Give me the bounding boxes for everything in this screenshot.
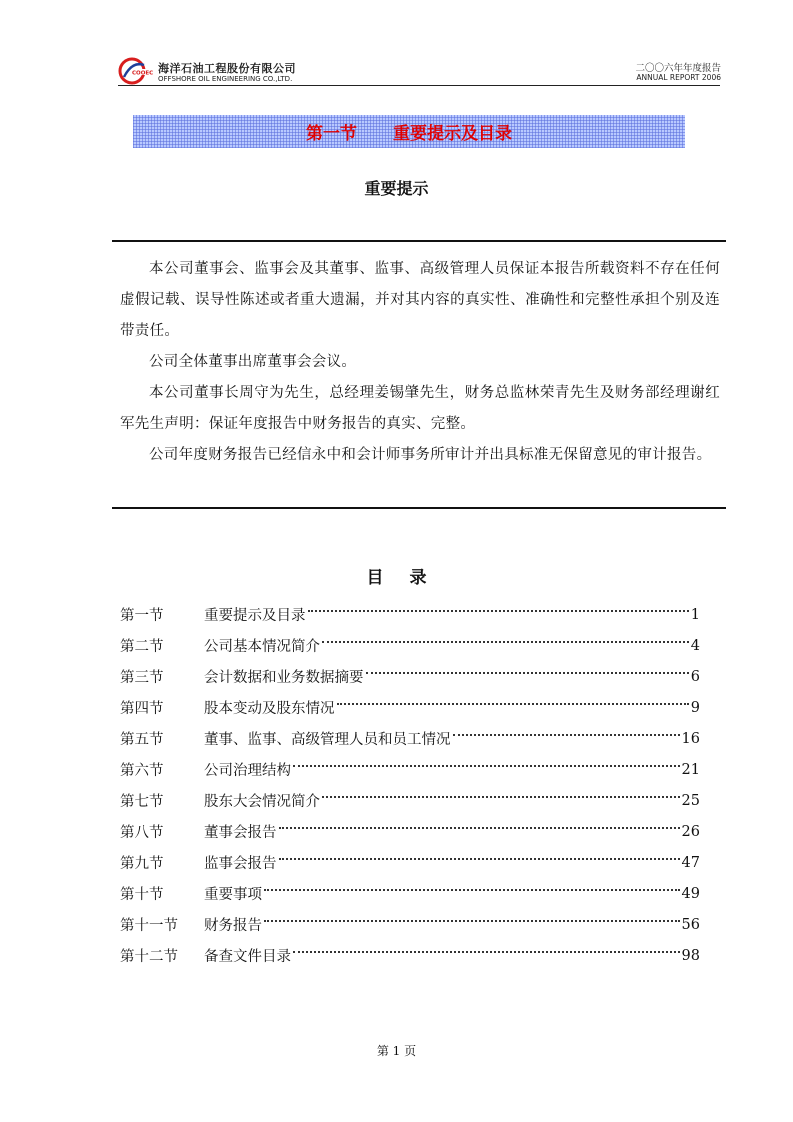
toc-page-number: 26 <box>681 823 700 840</box>
toc-leader-dots <box>308 610 689 612</box>
toc-page-number: 56 <box>681 916 700 933</box>
toc-page-number: 49 <box>681 885 700 902</box>
toc-entry[interactable] <box>120 723 700 754</box>
toc-section-number: 第二节 <box>120 639 164 655</box>
toc-section-number: 第十二节 <box>120 949 178 965</box>
toc-page-number: 21 <box>681 761 700 778</box>
toc-entry[interactable] <box>120 816 700 847</box>
toc-entry[interactable] <box>120 754 700 785</box>
banner-section-title: 重要提示及目录 <box>393 124 512 144</box>
toc-page-number: 6 <box>690 668 700 685</box>
report-title-cn: 二〇〇六年年度报告 <box>635 63 721 74</box>
toc-section-number: 第四节 <box>120 701 164 717</box>
toc-page-number: 1 <box>690 606 700 623</box>
toc-entry[interactable] <box>120 940 700 971</box>
toc-section-number: 第一节 <box>120 608 164 624</box>
toc-section-number: 第十一节 <box>120 918 178 934</box>
toc-leader-dots <box>293 765 680 767</box>
toc-entry[interactable] <box>120 630 700 661</box>
toc-section-number: 第七节 <box>120 794 164 810</box>
toc-section-number: 第六节 <box>120 763 164 779</box>
toc-leader-dots <box>279 827 680 829</box>
toc-leader-dots <box>366 672 689 674</box>
notice-bottom-rule <box>112 507 726 509</box>
toc-section-title: 重要提示及目录 <box>204 608 306 624</box>
toc-page-number: 47 <box>681 854 700 871</box>
notice-paragraph: 公司年度财务报告已经信永中和会计师事务所审计并出具标准无保留意见的审计报告。 <box>149 447 712 463</box>
toc-section-title: 公司治理结构 <box>204 763 291 779</box>
toc-section-title: 会计数据和业务数据摘要 <box>204 670 364 686</box>
toc-section-title: 监事会报告 <box>204 856 277 872</box>
toc-section-number: 第十节 <box>120 887 164 903</box>
notice-paragraph: 本公司董事会、监事会及其董事、监事、高级管理人员保证本报告所载资料不存在任何虚假记载、误导性陈述或者重大遗漏，并对其内容的真实性、准确性和完整性承担个别及连带责任。 <box>120 261 720 339</box>
section-banner <box>133 115 685 148</box>
toc-leader-dots <box>337 703 689 705</box>
page-number: 第 1 页 <box>376 1044 417 1058</box>
toc-page-number: 16 <box>681 730 700 747</box>
important-notice-heading: 重要提示 <box>364 179 429 198</box>
toc-section-number: 第五节 <box>120 732 164 748</box>
company-name-cn: 海洋石油工程股份有限公司 <box>158 62 296 75</box>
toc-leader-dots <box>264 889 680 891</box>
toc-leader-dots <box>453 734 680 736</box>
toc-section-title: 备查文件目录 <box>204 949 291 965</box>
report-title-en: ANNUAL REPORT 2006 <box>636 73 721 82</box>
toc-page-number: 98 <box>681 947 700 964</box>
toc-heading: 目录 <box>366 568 453 588</box>
toc-section-title: 股本变动及股东情况 <box>204 701 335 717</box>
logo-text: COOEC <box>132 70 154 77</box>
toc-leader-dots <box>264 920 680 922</box>
notice-paragraph: 本公司董事长周守为先生，总经理姜锡肇先生，财务总监林荣青先生及财务部经理谢红军先生声明：保证年度报告中财务报告的真实、完整。 <box>120 385 720 432</box>
toc-leader-dots <box>279 858 680 860</box>
toc-section-title: 重要事项 <box>204 887 262 903</box>
toc-page-number: 9 <box>690 699 700 716</box>
toc-entry[interactable] <box>120 785 700 816</box>
toc-entry[interactable] <box>120 847 700 878</box>
toc-entry[interactable] <box>120 661 700 692</box>
notice-top-rule <box>112 240 726 242</box>
toc-section-title: 财务报告 <box>204 918 262 934</box>
toc-entry[interactable] <box>120 878 700 909</box>
company-logo <box>118 55 154 87</box>
toc-leader-dots <box>293 951 680 953</box>
banner-section-number: 第一节 <box>306 124 357 144</box>
notice-paragraph: 公司全体董事出席董事会会议。 <box>149 354 357 370</box>
toc-leader-dots <box>322 796 680 798</box>
toc-section-title: 股东大会情况简介 <box>204 794 320 810</box>
toc-page-number: 4 <box>690 637 700 654</box>
toc-section-title: 董事、监事、高级管理人员和员工情况 <box>204 732 451 748</box>
toc-page-number: 25 <box>681 792 700 809</box>
toc-entry[interactable] <box>120 692 700 723</box>
company-name-en: OFFSHORE OIL ENGINEERING CO.,LTD. <box>158 75 293 83</box>
header-divider <box>118 85 720 86</box>
toc-section-title: 公司基本情况简介 <box>204 639 320 655</box>
toc-leader-dots <box>322 641 689 643</box>
toc-section-number: 第三节 <box>120 670 164 686</box>
toc-section-title: 董事会报告 <box>204 825 277 841</box>
toc-entry[interactable] <box>120 909 700 940</box>
toc-section-number: 第九节 <box>120 856 164 872</box>
toc-entry[interactable] <box>120 599 700 630</box>
toc-section-number: 第八节 <box>120 825 164 841</box>
